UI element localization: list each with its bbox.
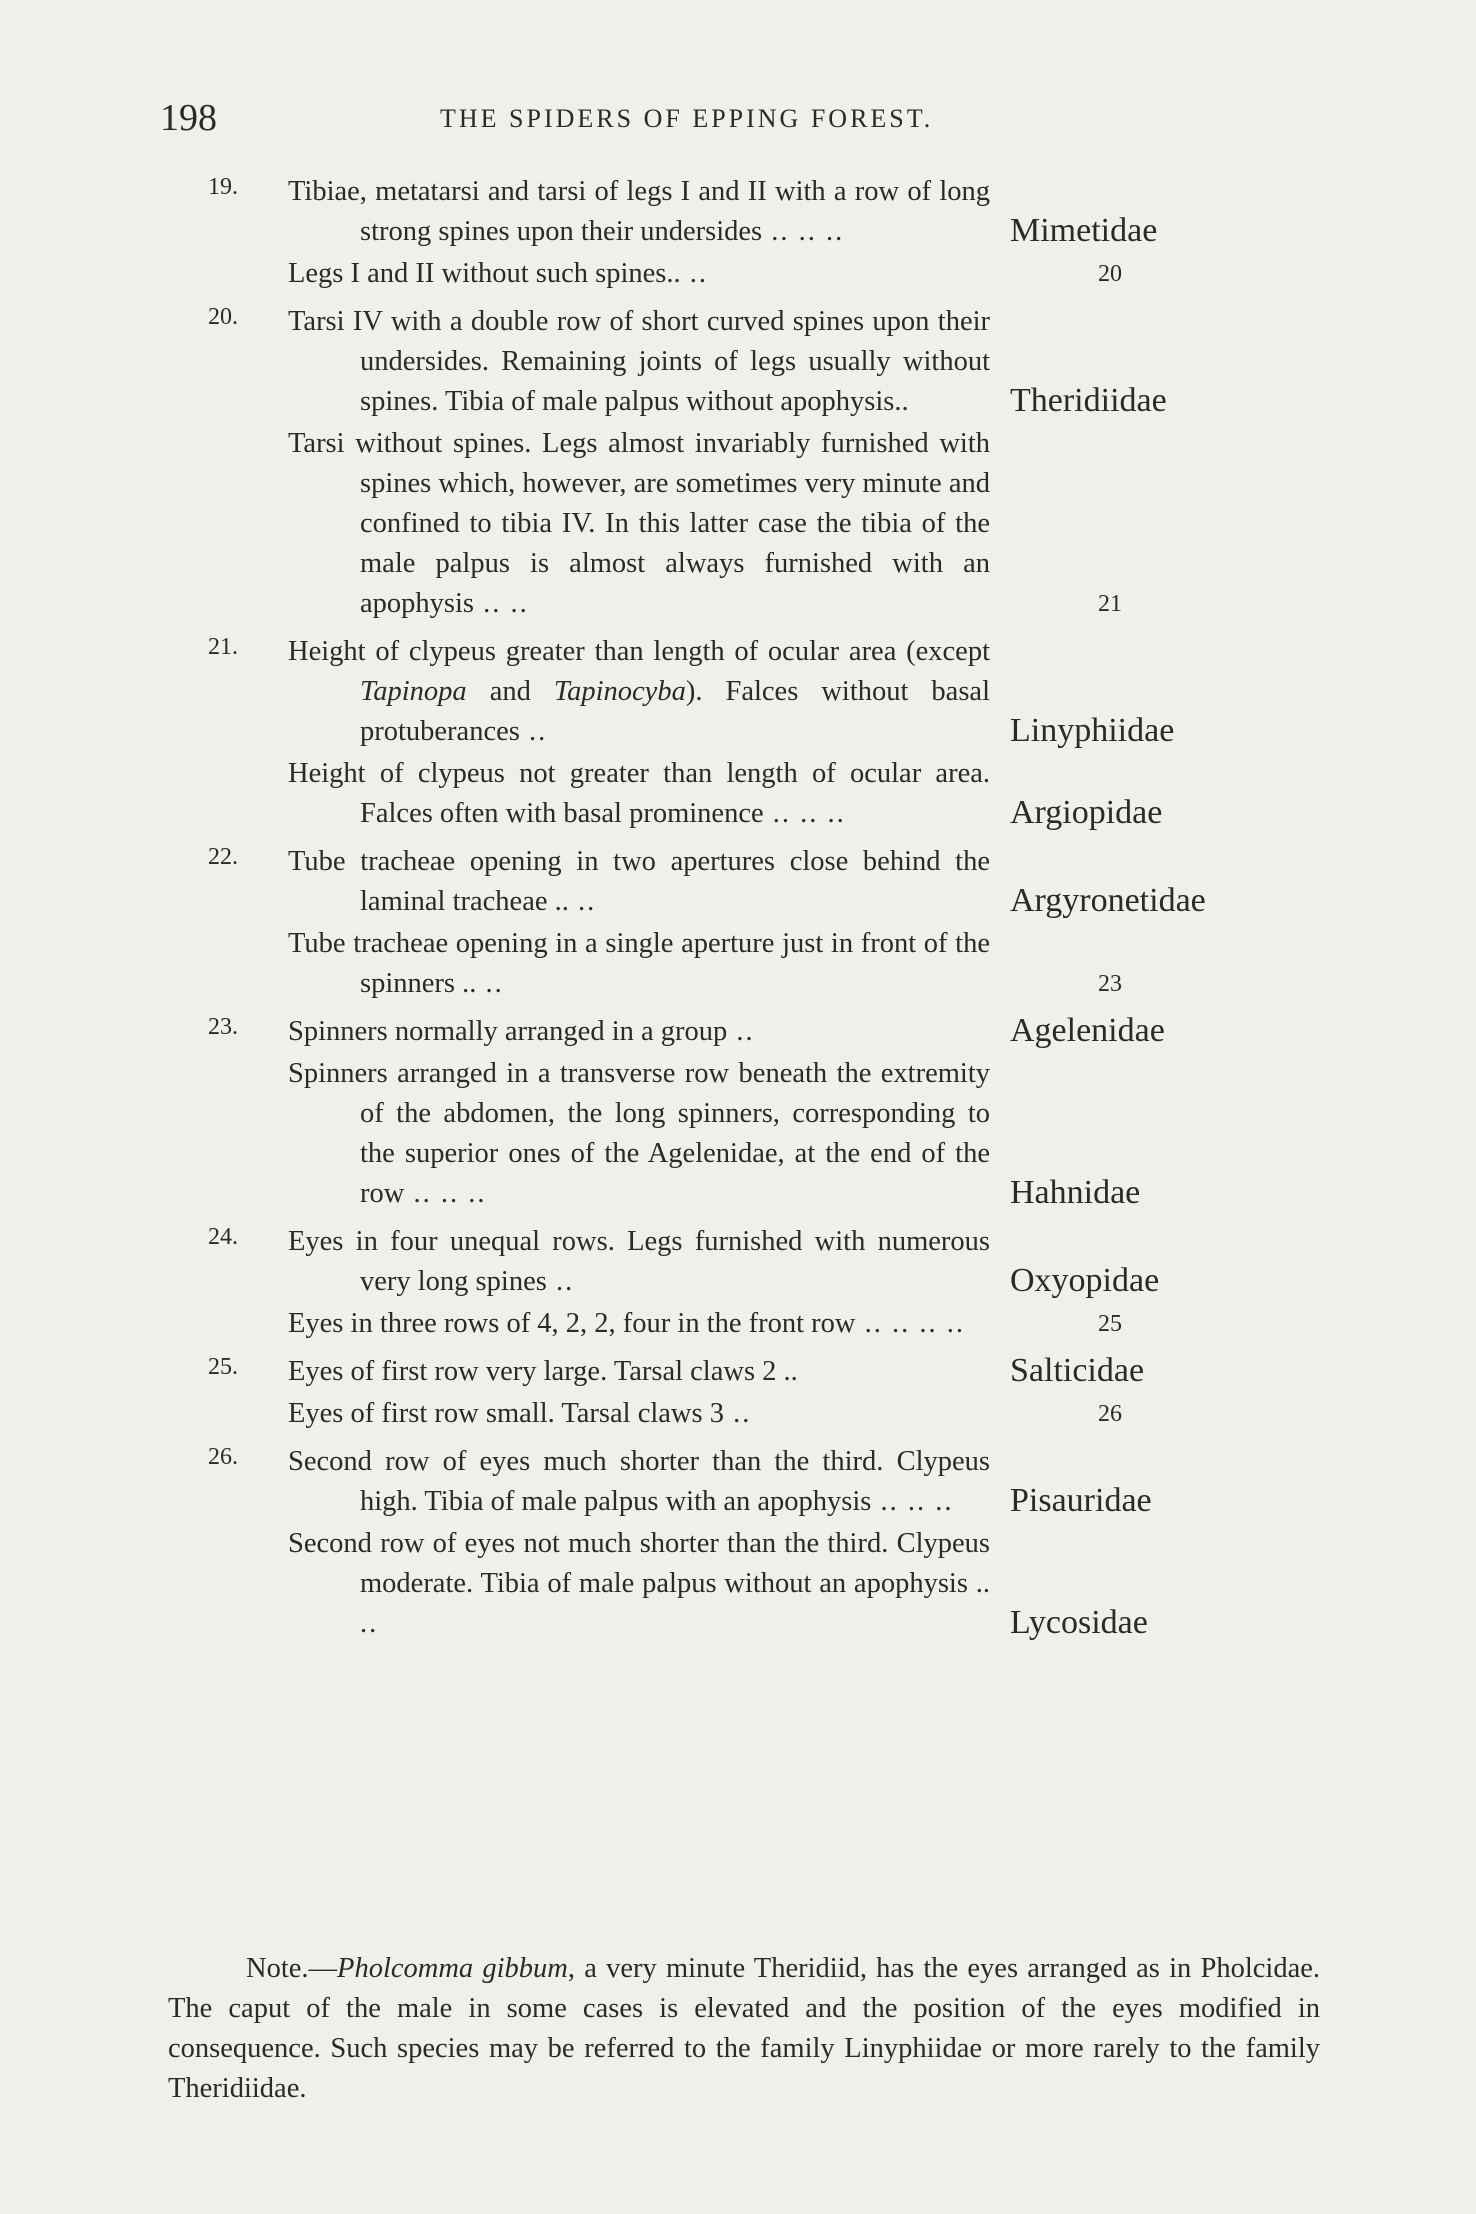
key-lead-text — [288, 1012, 990, 1052]
dot-leader: .. .. .. — [762, 216, 845, 247]
lead-text: Eyes in four unequal rows. Legs furnished with numerous very long spines — [288, 1226, 990, 1297]
dot-leader: .. — [546, 1266, 575, 1297]
dot-leader: .. — [476, 968, 504, 999]
dot-leader: .. .. .. — [404, 1178, 487, 1209]
couplet-reference: 21 — [1098, 591, 1122, 617]
running-title: THE SPIDERS OF EPPING FOREST. — [440, 104, 934, 133]
key-lead-text — [288, 1222, 990, 1302]
dot-leader: .. — [727, 1016, 755, 1047]
note-text: , a very minute Theridiid, has the eyes arranged as in Pholcidae. The caput of the male in some cases is elevated and the position of the eyes modified in consequence. Such species may be referred to the family Linyphiidae or more rarely to the family Theridiidae. — [168, 1952, 1320, 2104]
key-entry — [0, 1054, 1476, 1214]
key-entry — [0, 1394, 1476, 1434]
note-species: Pholcomma gibbum — [337, 1952, 568, 1984]
family-name: Agelenidae — [1010, 1012, 1165, 1049]
lead-text: Eyes of first row small. Tarsal claws 3 — [288, 1398, 724, 1429]
couplet-number: 20. — [208, 304, 238, 330]
key-lead-text — [288, 1524, 990, 1644]
footnote — [168, 1949, 1320, 2109]
key-lead-text — [288, 1304, 990, 1344]
family-name: Argyronetidae — [1010, 882, 1206, 919]
lead-text: Tube tracheae opening in a single aperture just in front of the spinners .. — [288, 928, 990, 999]
couplet-reference: 26 — [1098, 1401, 1122, 1427]
lead-text: Height of clypeus not greater than length of ocular area. Falces often with basal prominence — [288, 758, 990, 829]
key-lead-text — [288, 1442, 990, 1522]
key-entry — [0, 254, 1476, 294]
couplet-number: 23. — [208, 1014, 238, 1040]
family-name: Pisauridae — [1010, 1482, 1152, 1519]
key-lead-text — [288, 1394, 990, 1434]
dot-leader: .. .. .. .. — [855, 1308, 965, 1339]
dot-leader: .. — [723, 1398, 752, 1429]
key-lead-text — [288, 754, 990, 834]
couplet-number: 19. — [208, 174, 238, 200]
lead-text: Tibiae, metatarsi and tarsi of legs I and II with a row of long strong spines upon their undersides — [288, 176, 990, 247]
family-name: Lycosidae — [1010, 1604, 1148, 1641]
lead-text: Tube tracheae opening in two apertures close behind the laminal tracheae .. — [288, 846, 990, 917]
key-lead-text — [288, 424, 990, 624]
family-name: Oxyopidae — [1010, 1262, 1160, 1299]
lead-text: Eyes in three rows of 4, 2, 2, four in the front row — [288, 1308, 856, 1339]
key-entry — [0, 1012, 1476, 1052]
lead-text: Second row of eyes not much shorter than the third. Clypeus moderate. Tibia of male palpus without an apophysis .. — [288, 1528, 990, 1599]
key-lead-text — [288, 632, 990, 752]
key-entry — [0, 842, 1476, 922]
identification-key — [0, 172, 1476, 1652]
key-entry — [0, 632, 1476, 752]
dot-leader: .. — [360, 1608, 379, 1639]
lead-text-part: Height of clypeus greater than length of ocular area (except — [288, 636, 990, 667]
key-lead-text — [288, 924, 990, 1004]
key-lead-text — [288, 842, 990, 922]
lead-text: Legs I and II without such spines.. — [288, 258, 681, 289]
key-entry — [0, 1352, 1476, 1392]
family-name: Salticidae — [1010, 1352, 1145, 1389]
family-name: Mimetidae — [1010, 212, 1158, 249]
couplet-number: 22. — [208, 844, 238, 870]
couplet-number: 24. — [208, 1224, 238, 1250]
key-entry — [0, 1304, 1476, 1344]
key-entry — [0, 302, 1476, 422]
family-name: Argiopidae — [1010, 794, 1163, 831]
lead-text: Spinners arranged in a transverse row beneath the extremity of the abdomen, the long spinners, corresponding to the superior ones of the Agelenidae, at the end of the row — [288, 1058, 990, 1209]
lead-text: Tarsi IV with a double row of short curved spines upon their undersides. Remaining joints of legs usually without spines. Tibia of male palpus without apophysis.. — [288, 306, 990, 417]
key-entry — [0, 1222, 1476, 1302]
key-lead-text — [288, 254, 990, 294]
dot-leader: .. .. .. — [871, 1486, 954, 1517]
key-entry — [0, 424, 1476, 624]
key-entry — [0, 1442, 1476, 1522]
couplet-number: 26. — [208, 1444, 238, 1470]
key-lead-text — [288, 1054, 990, 1214]
key-entry — [0, 172, 1476, 252]
key-entry — [0, 1524, 1476, 1644]
couplet-reference: 20 — [1098, 261, 1122, 287]
page-number: 198 — [160, 97, 217, 139]
genus-name: Tapinocyba — [553, 676, 686, 707]
dot-leader: .. .. .. — [763, 798, 846, 829]
key-lead-text — [288, 172, 990, 252]
lead-text: Second row of eyes much shorter than the third. Clypeus high. Tibia of male palpus with an apophysis — [288, 1446, 990, 1517]
dot-leader: .. — [568, 886, 597, 917]
dot-leader: .. .. — [474, 588, 529, 619]
genus-name: Tapinopa — [360, 676, 467, 707]
dot-leader: .. — [519, 716, 548, 747]
key-entry — [0, 754, 1476, 834]
page-header — [160, 96, 1340, 140]
key-entry — [0, 924, 1476, 1004]
family-name: Hahnidae — [1010, 1174, 1141, 1211]
lead-text: Eyes of first row very large. Tarsal claws 2 .. — [288, 1356, 798, 1387]
key-lead-text — [288, 302, 990, 422]
lead-text-part: ). Falces without basal protuberances — [360, 676, 990, 747]
family-name: Theridiidae — [1010, 382, 1167, 419]
key-lead-text — [288, 1352, 990, 1392]
note-label: Note.— — [246, 1952, 338, 1984]
lead-text: Tarsi without spines. Legs almost invariably furnished with spines which, however, are sometimes very minute and confined to tibia IV. In this latter case the tibia of the male palpus is almost always furnished with an apophysis — [288, 428, 990, 619]
couplet-number: 21. — [208, 634, 238, 660]
couplet-number: 25. — [208, 1354, 238, 1380]
family-name: Linyphiidae — [1010, 712, 1175, 749]
dot-leader: .. — [680, 258, 708, 289]
couplet-reference: 25 — [1098, 1311, 1122, 1337]
lead-text: Spinners normally arranged in a group — [288, 1016, 728, 1047]
couplet-reference: 23 — [1098, 971, 1122, 997]
lead-text-part: and — [466, 676, 554, 707]
